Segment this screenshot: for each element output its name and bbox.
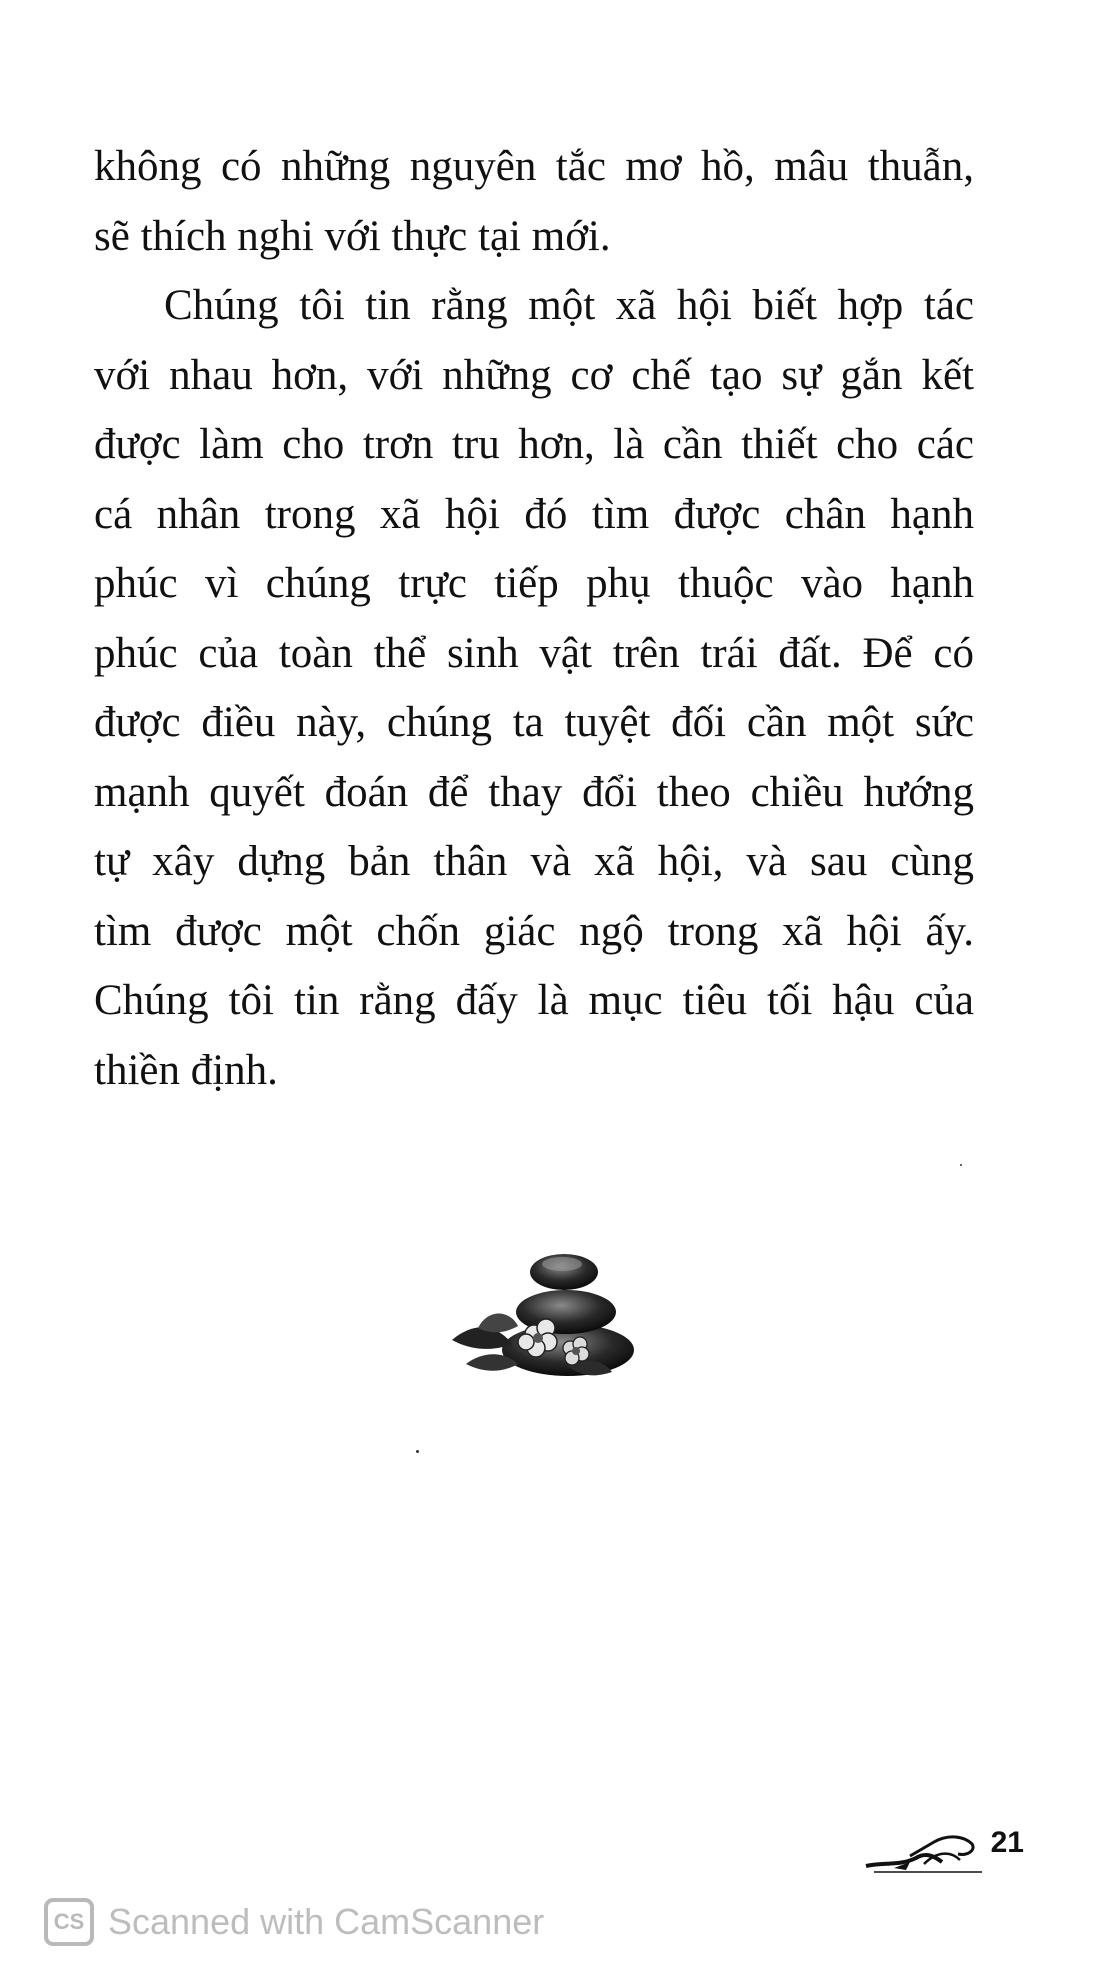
scanner-watermark — [44, 1896, 544, 1948]
text-line: tìm được một chốn giác ngộ trong xã hội ấy. — [94, 907, 974, 955]
camscanner-logo-icon: CS — [44, 1898, 94, 1946]
text-line: cá nhân trong xã hội đó tìm được chân hạnh — [94, 490, 974, 538]
paragraph-start-line: Chúng tôi tin rằng một xã hội biết hợp tác — [164, 282, 974, 329]
text-line: Chúng tôi tin rằng đấy là mục tiêu tối hậu của — [94, 977, 974, 1024]
scan-speck — [960, 1164, 962, 1166]
page-number: 21 — [990, 1826, 1024, 1859]
scan-speck — [416, 1450, 419, 1453]
flourish-icon — [864, 1822, 984, 1876]
body-text — [94, 132, 974, 1105]
text-line: phúc của toàn thể sinh vật trên trái đất. Để có — [94, 629, 974, 677]
text-line: tự xây dựng bản thân và xã hội, và sau cùng — [94, 838, 974, 885]
text-line: với nhau hơn, với những cơ chế tạo sự gắn kết — [94, 351, 974, 399]
text-line: được làm cho trơn tru hơn, là cần thiết cho các — [94, 421, 974, 468]
text-line: mạnh quyết đoán để thay đổi theo chiều hướng — [94, 768, 974, 816]
text-line: sẽ thích nghi với thực tại mới. — [94, 212, 611, 260]
text-line: được điều này, chúng ta tuyệt đối cần một sức — [94, 699, 974, 746]
text-line: không có những nguyên tắc mơ hồ, mâu thuẫn, — [94, 143, 974, 190]
watermark-text: Scanned with CamScanner — [108, 1901, 545, 1942]
page-footer — [864, 1822, 1024, 1876]
stacked-stones-flower-icon — [448, 1232, 648, 1392]
text-line: thiền định. — [94, 1046, 278, 1094]
text-line: phúc vì chúng trực tiếp phụ thuộc vào hạnh — [94, 560, 974, 607]
